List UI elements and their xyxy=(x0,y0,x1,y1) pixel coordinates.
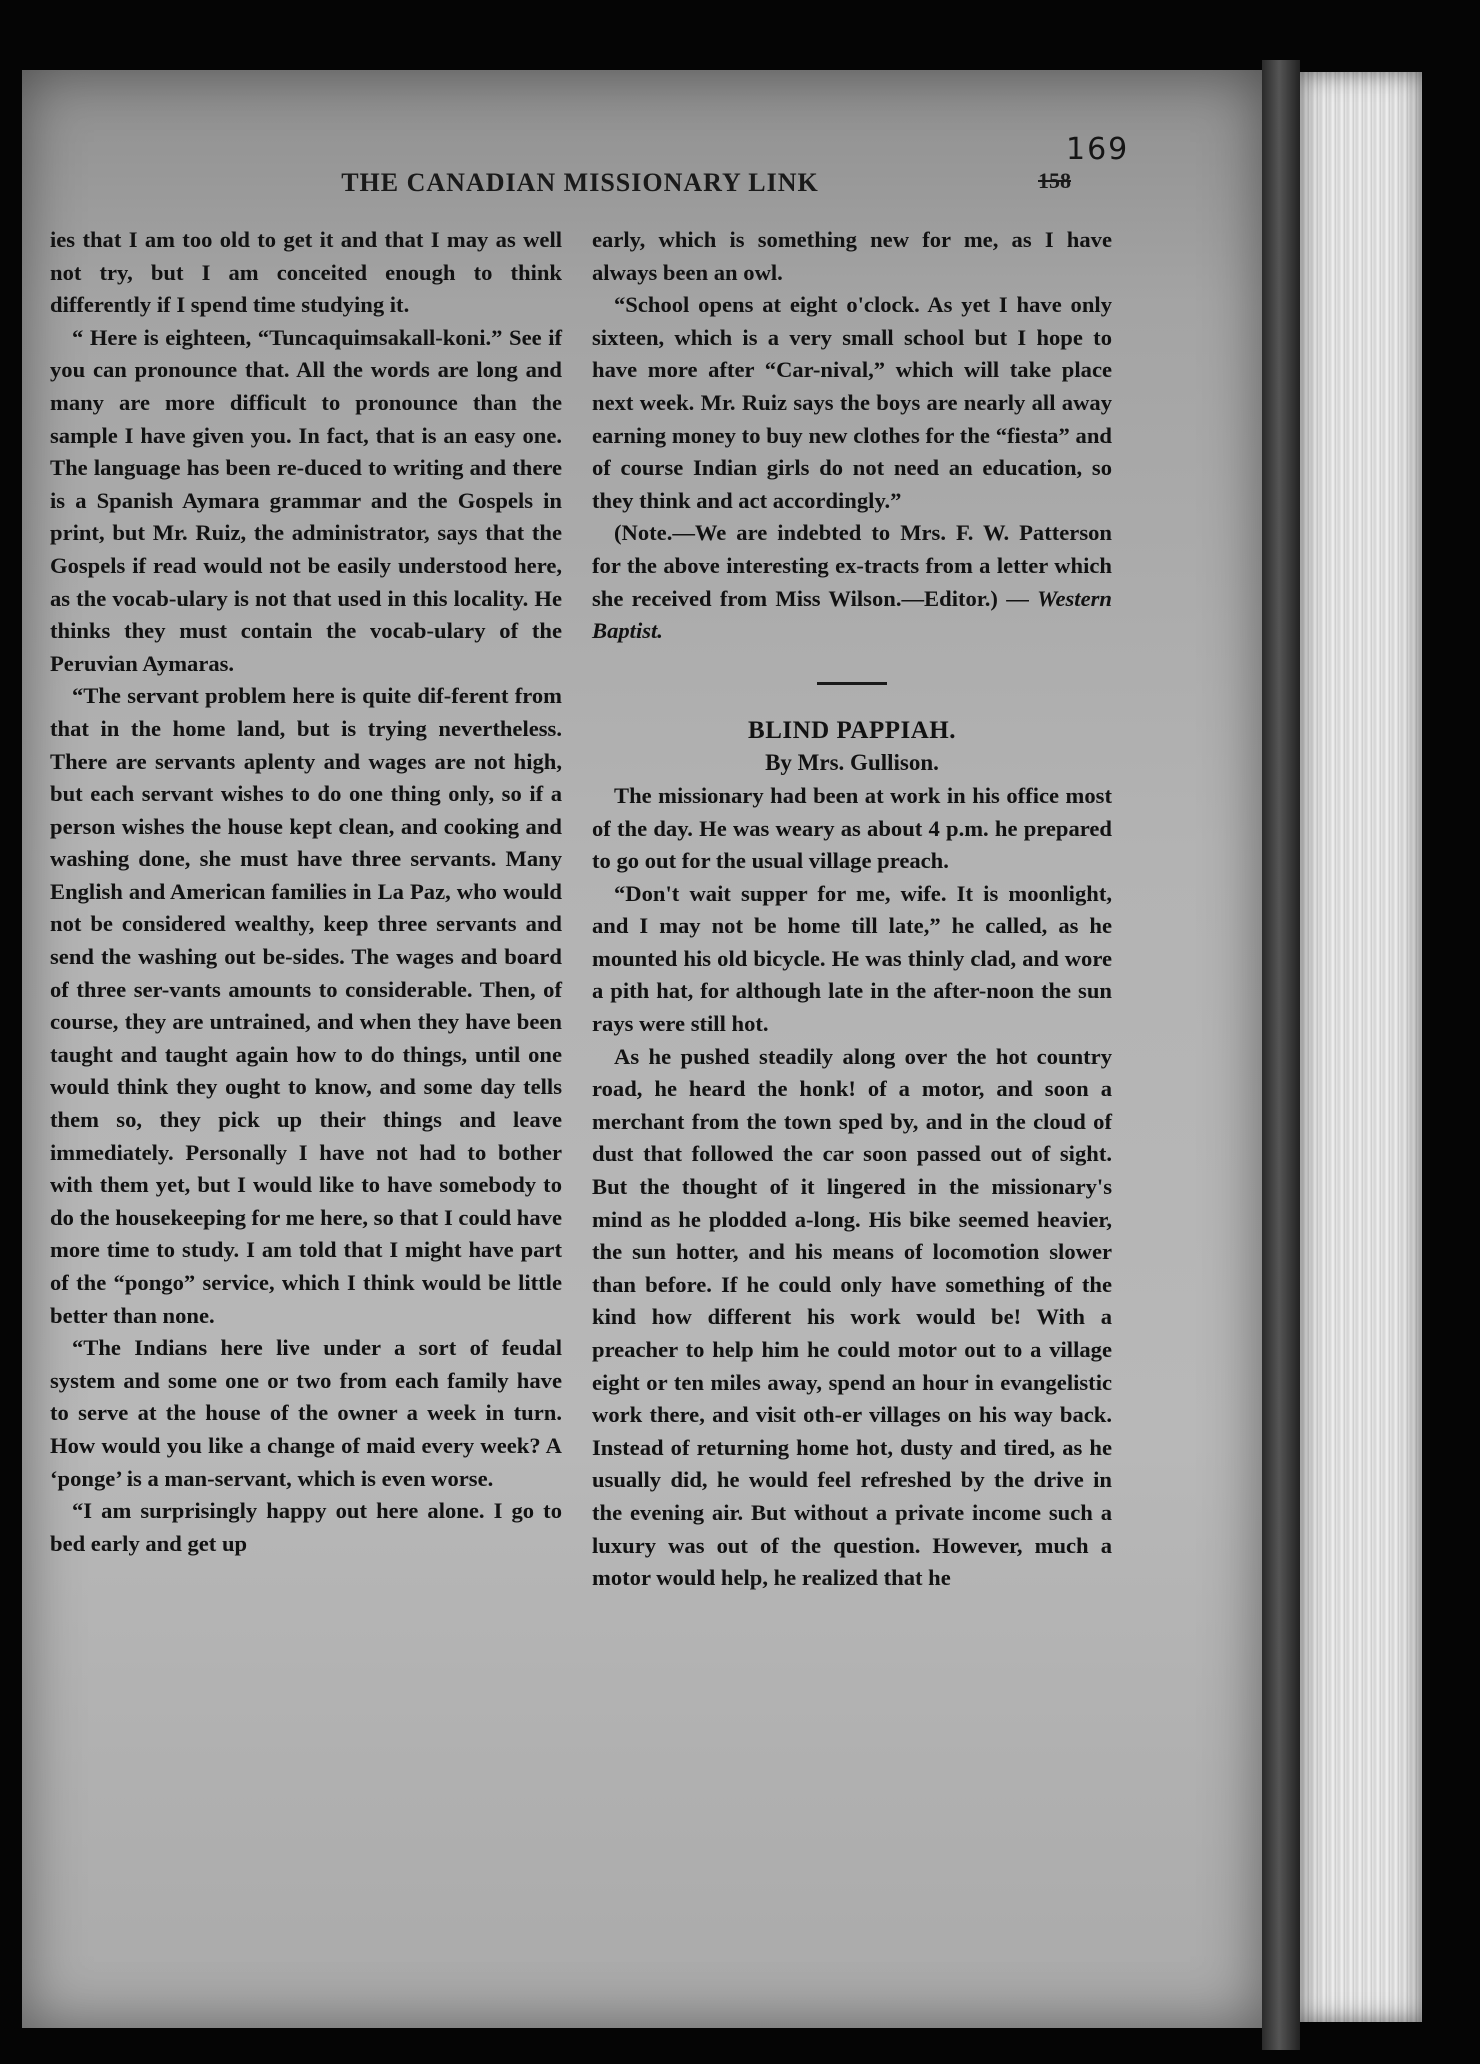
article-byline: By Mrs. Gullison. xyxy=(765,750,939,776)
paragraph: As he pushed steadily along over the hot country road, he heard the honk! of a motor, and soon a merchant from the town sped by, and in the cloud of dust that followed the car soon passed out of sight. But the thought of it lingered in the missionary's mind as he plodded a-long. His bike seemed heavier, the sun hotter, and his means of locomotion slower than before. If he could only have something of the kind how different his work would be! With a preacher to help him he could motor out to a village eight or ten miles away, spend an hour in evangelistic work there, and visit oth-er villages on his way back. Instead of returning home hot, dusty and tired, as he usually did, he would feel refreshed by the drive in the evening air. But without a private income such a luxury was out of the question. However, much a motor would help, he realized that he xyxy=(592,1043,1112,1591)
handwritten-page-number: 169 xyxy=(1066,132,1130,167)
paragraph: The missionary had been at work in his office most of the day. He was weary as about 4 p.m. he prepared to go out for the usual village preach. xyxy=(592,782,1112,874)
note-text: (Note.—We are indebted to Mrs. F. W. Patterson for the above interesting ex-tracts from a letter which she received from Miss Wilson.—Editor.) — xyxy=(592,520,1112,611)
paragraph: “School opens at eight o'clock. As yet I have only sixteen, which is a very small school but I hope to have more after “Car-nival,” which will take place next week. Mr. Ruiz says the boys are nearly all away earning money to buy new clothes for the “fiesta” and of course Indian girls do not need an education, so they think and act accordingly.” xyxy=(592,292,1112,513)
book-gutter xyxy=(1262,60,1300,2050)
paragraph: “ Here is eighteen, “Tuncaquimsakall-koni.” See if you can pronounce that. All the words are long and many are more difficult to pronounce than the sample I have given you. In fact, that is an easy one. The language has been re-duced to writing and there is a Spanish Aymara grammar and the Gospels in print, but Mr. Ruiz, the administrator, says that the Gospels if read would not be easily understood here, as the vocab-ulary is not that used in this locality. He thinks they must contain the vocab-ulary of the Peruvian Aymaras. xyxy=(50,324,562,676)
page-edges xyxy=(1300,72,1422,2022)
running-header: THE CANADIAN MISSIONARY LINK xyxy=(341,168,819,197)
paragraph: “I am surprisingly happy out here alone. I go to bed early and get up xyxy=(50,1498,562,1556)
article-title: BLIND PAPPIAH. xyxy=(748,716,956,744)
section-divider xyxy=(817,682,887,685)
paragraph: “Don't wait supper for me, wife. It is moonlight, and I may not be home till late,” he called, as he mounted his old bicycle. He was thinly clad, and wore a pith hat, for although late in the after-noon the sun rays were still hot. xyxy=(592,880,1112,1037)
printed-page-number: 158 xyxy=(1038,168,1071,193)
paragraph: early, which is something new for me, as I have always been an owl. xyxy=(592,227,1112,285)
editor-note xyxy=(592,517,1112,647)
paragraph: ies that I am too old to get it and that I may as well not try, but I am conceited enough to think differently if I spend time studying it. xyxy=(50,227,562,318)
source-attribution: Western Baptist. xyxy=(592,585,1112,644)
paragraph: “The Indians here live under a sort of feudal system and some one or two from each family have to serve at the house of the owner a week in turn. How would you like a change of maid every week? A ‘ponge’ is a man-servant, which is even worse. xyxy=(50,1335,562,1491)
paragraph: “The servant problem here is quite dif-ferent from that in the home land, but is trying nevertheless. There are servants aplenty and wages are not high, but each servant wishes to do one thing only, so if a person wishes the house kept clean, and cooking and washing done, she must have three servants. Many English and American families in La Paz, who would not be considered wealthy, keep three servants and send the washing out be-sides. The wages and board of three ser-vants amounts to considerable. Then, of course, they are untrained, and when they have been taught and taught again how to do things, until one would think they ought to know, and some day tells them so, they pick up their things and leave immediately. Personally I have not had to bother with them yet, but I would like to have somebody to do the housekeeping for me here, so that I could have more time to study. I am told that I might have part of the “pongo” service, which I think would be little better than none. xyxy=(50,683,562,1328)
right-column xyxy=(592,224,1112,1595)
left-column xyxy=(50,224,562,1560)
